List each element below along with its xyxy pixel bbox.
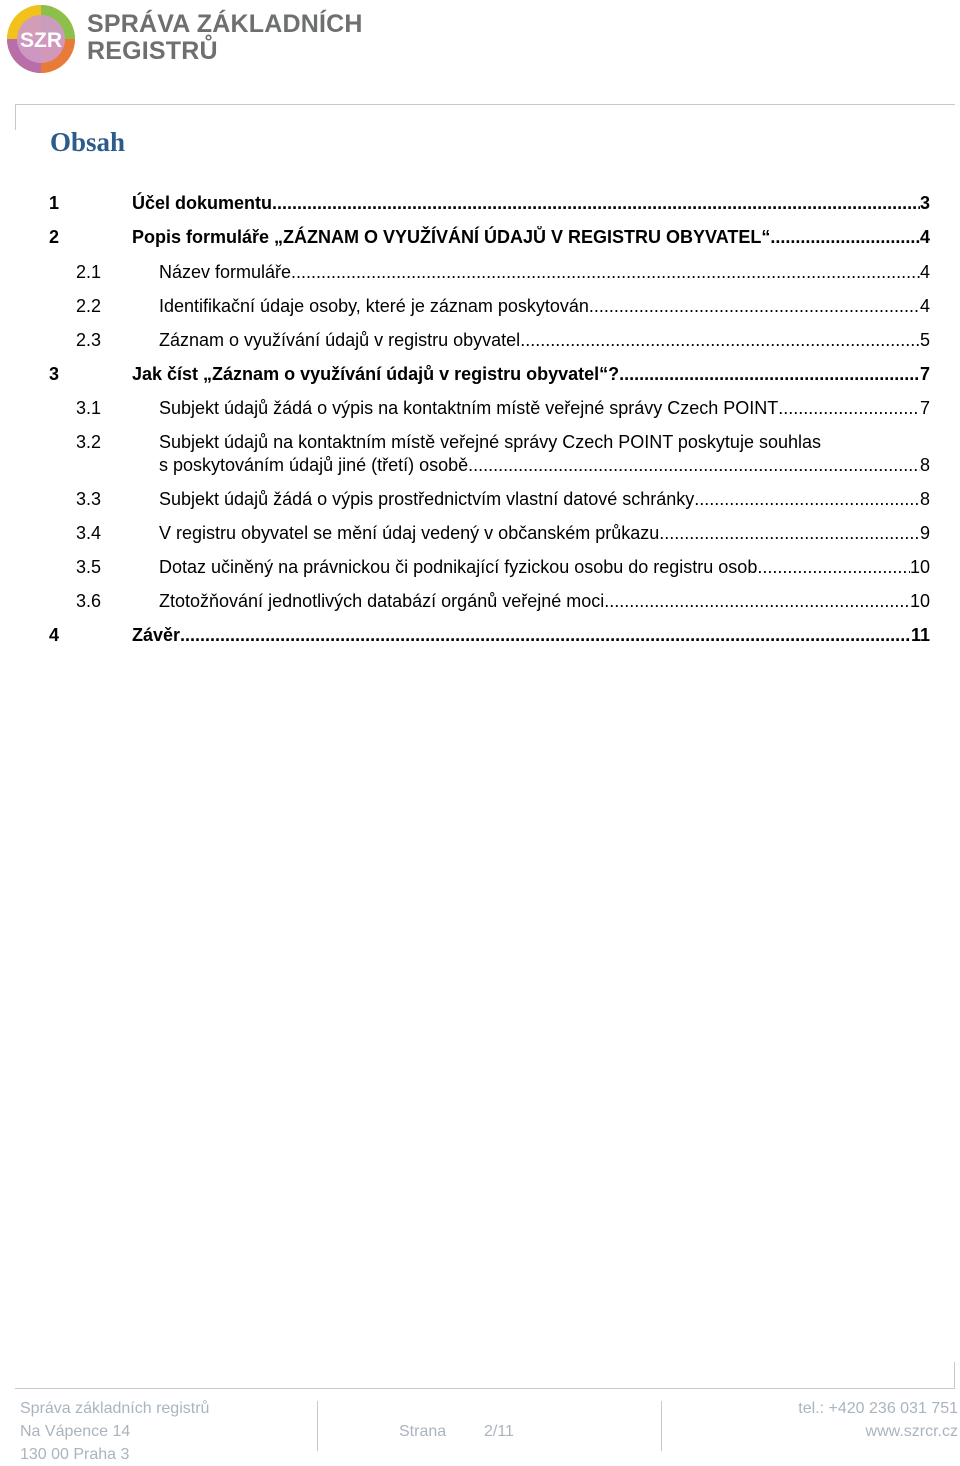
footer-org: Správa základních registrů: [20, 1400, 210, 1417]
toc-entry-label: Závěr: [132, 625, 181, 645]
szr-logo: [6, 4, 76, 74]
toc-entry-label: Subjekt údajů žádá o výpis na kontaktním místě veřejné správy Czech POINT: [159, 398, 779, 418]
footer-divider-left: [317, 1401, 318, 1451]
toc-entry-number: 3.4: [76, 523, 102, 543]
header-rule-tick: [15, 104, 16, 130]
footer-phone: tel.: +420 236 031 751: [798, 1400, 958, 1417]
toc-entry-label: Subjekt údajů žádá o výpis prostřednictvím vlastní datové schránky: [159, 489, 695, 509]
toc-entry-page: 4: [919, 227, 930, 247]
toc-entry-page: 10: [909, 591, 930, 611]
toc-entry-label: V registru obyvatel se mění údaj vedený v občanském průkazu: [159, 523, 660, 543]
toc-entry-label-line1: Subjekt údajů na kontaktním místě veřejné správy Czech POINT poskytuje souhlas: [159, 432, 821, 452]
org-name-line2: REGISTRŮ: [87, 37, 218, 65]
toc-entry-page: 8: [919, 489, 930, 509]
toc-entry-page: 4: [919, 296, 930, 316]
footer-page-label: Strana: [399, 1423, 447, 1440]
toc-entry-label: Identifikační údaje osoby, které je záznam poskytován: [159, 296, 589, 316]
toc-entry-number: 4: [49, 625, 60, 645]
toc-entry-page: 8: [919, 455, 930, 475]
toc-entry-page: 7: [919, 398, 930, 418]
toc-entry-number: 2.2: [76, 296, 102, 316]
toc-entry-page: 10: [909, 557, 930, 577]
toc-entry-page: 7: [919, 364, 930, 384]
footer-website[interactable]: www.szrcr.cz: [865, 1423, 958, 1440]
toc-entry-number: 2.1: [76, 262, 102, 282]
toc-entry-label: Jak číst „Záznam o využívání údajů v registru obyvatel“?: [132, 364, 620, 384]
footer-rule: [15, 1388, 955, 1389]
toc-entry-label: Dotaz učiněný na právnickou či podnikající fyzickou osobu do registru osob: [159, 557, 758, 577]
toc-entry-number: 2.3: [76, 330, 102, 350]
toc-entry-label: Název formuláře: [159, 262, 292, 282]
footer-divider-right: [661, 1401, 662, 1451]
footer-page-number: 2/11: [484, 1423, 514, 1440]
toc-entry-number: 3.1: [76, 398, 102, 418]
toc-entry-label: Popis formuláře „ZÁZNAM O VYUŽÍVÁNÍ ÚDAJŮ V REGISTRU OBYVATEL“: [132, 227, 771, 247]
toc-entry-label: Záznam o využívání údajů v registru obyvatel: [159, 330, 521, 350]
toc-entry-label: Účel dokumentu: [132, 193, 273, 213]
toc-entry-page: 3: [919, 193, 930, 213]
toc-entry-page: 5: [919, 330, 930, 350]
logo-text: SZR: [20, 29, 62, 52]
organization-name: [87, 11, 363, 65]
toc-entry-number: 3.5: [76, 557, 102, 577]
toc-entry-page: 9: [919, 523, 930, 543]
toc-entry-number: 2: [49, 227, 60, 247]
toc-entry-page: 11: [910, 625, 930, 645]
toc-title: Obsah: [50, 127, 126, 157]
toc-entry-number: 3.3: [76, 489, 102, 509]
footer-city: 130 00 Praha 3: [20, 1446, 130, 1463]
toc-entry-number: 3: [49, 364, 60, 384]
toc-entry-number: 1: [49, 193, 60, 213]
footer-street: Na Vápence 14: [20, 1423, 131, 1440]
footer-rule-tick: [954, 1362, 955, 1388]
toc-entry-number: 3.2: [76, 432, 102, 452]
toc-entry-label: Ztotožňování jednotlivých databází orgánů veřejné moci: [159, 591, 605, 611]
org-name-line1: SPRÁVA ZÁKLADNÍCH: [87, 10, 363, 38]
toc-entry-page: 4: [919, 262, 930, 282]
header-rule: [15, 104, 955, 105]
toc-entry-number: 3.6: [76, 591, 102, 611]
toc-entry-label: s poskytováním údajů jiné (třetí) osobě: [159, 455, 469, 475]
